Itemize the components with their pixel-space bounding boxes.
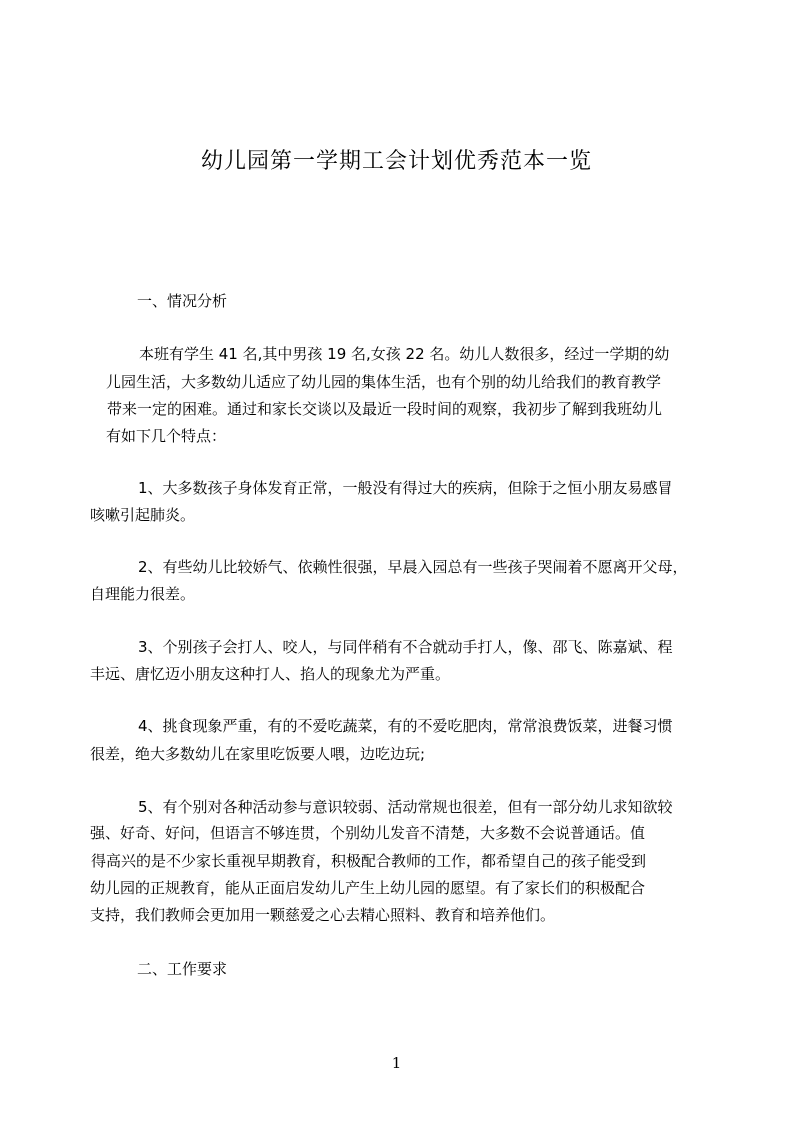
paragraph-line: 幼儿园的正规教育，能从正面启发幼儿产生上幼儿园的愿望。有了家长们的积极配合 [90, 879, 646, 897]
section-heading-requirements: 二、工作要求 [137, 960, 228, 978]
paragraph-line: 强、好奇、好问，但语言不够连贯，个别幼儿发音不清楚，大多数不会说普通话。值 [90, 824, 646, 842]
section-heading-analysis: 一、情况分析 [137, 292, 228, 310]
document-title: 幼儿园第一学期工会计划优秀范本一览 [200, 149, 592, 174]
paragraph-line: 有如下几个特点： [106, 427, 227, 445]
paragraph-line: 儿园生活，大多数幼儿适应了幼儿园的集体生活，也有个别的幼儿给我们的教育教学 [106, 373, 662, 391]
paragraph-line: 很差，绝大多数幼儿在家里吃饭要人喂，边吃边玩; [90, 745, 426, 763]
paragraph-line: 3、个别孩子会打人、咬人，与同伴稍有不合就动手打人，像、邵飞、陈嘉斌、程 [138, 638, 673, 656]
paragraph-line: 支持，我们教师会更加用一颗慈爱之心去精心照料、教育和培养他们。 [90, 906, 556, 924]
paragraph-line: 4、挑食现象严重，有的不爱吃蔬菜，有的不爱吃肥肉，常常浪费饭菜，进餐习惯 [138, 717, 673, 735]
paragraph-line: 自理能力很差。 [90, 585, 196, 603]
paragraph-line: 丰远、唐忆迈小朋友这种打人、掐人的现象尤为严重。 [90, 665, 451, 683]
page-number: 1 [391, 1054, 402, 1072]
paragraph-line: 得高兴的是不少家长重视早期教育，积极配合教师的工作，都希望自己的孩子能受到 [91, 852, 647, 870]
paragraph-line: 1、大多数孩子身体发育正常，一般没有得过大的疾病，但除于之恒小朋友易感冒 [138, 479, 673, 497]
paragraph-line: 本班有学生 41 名,其中男孩 19 名,女孩 22 名。幼儿人数很多，经过一学期的幼 [139, 345, 670, 363]
paragraph-line: 带来一定的困难。通过和家长交谈以及最近一段时间的观察，我初步了解到我班幼儿 [107, 400, 663, 418]
paragraph-line: 咳嗽引起肺炎。 [90, 506, 196, 524]
paragraph-line: 2、有些幼儿比较娇气、依赖性很强，早晨入园总有一些孩子哭闹着不愿离开父母， [138, 558, 688, 576]
paragraph-line: 5、有个别对各种活动参与意识较弱、活动常规也很差，但有一部分幼儿求知欲较 [138, 798, 673, 816]
